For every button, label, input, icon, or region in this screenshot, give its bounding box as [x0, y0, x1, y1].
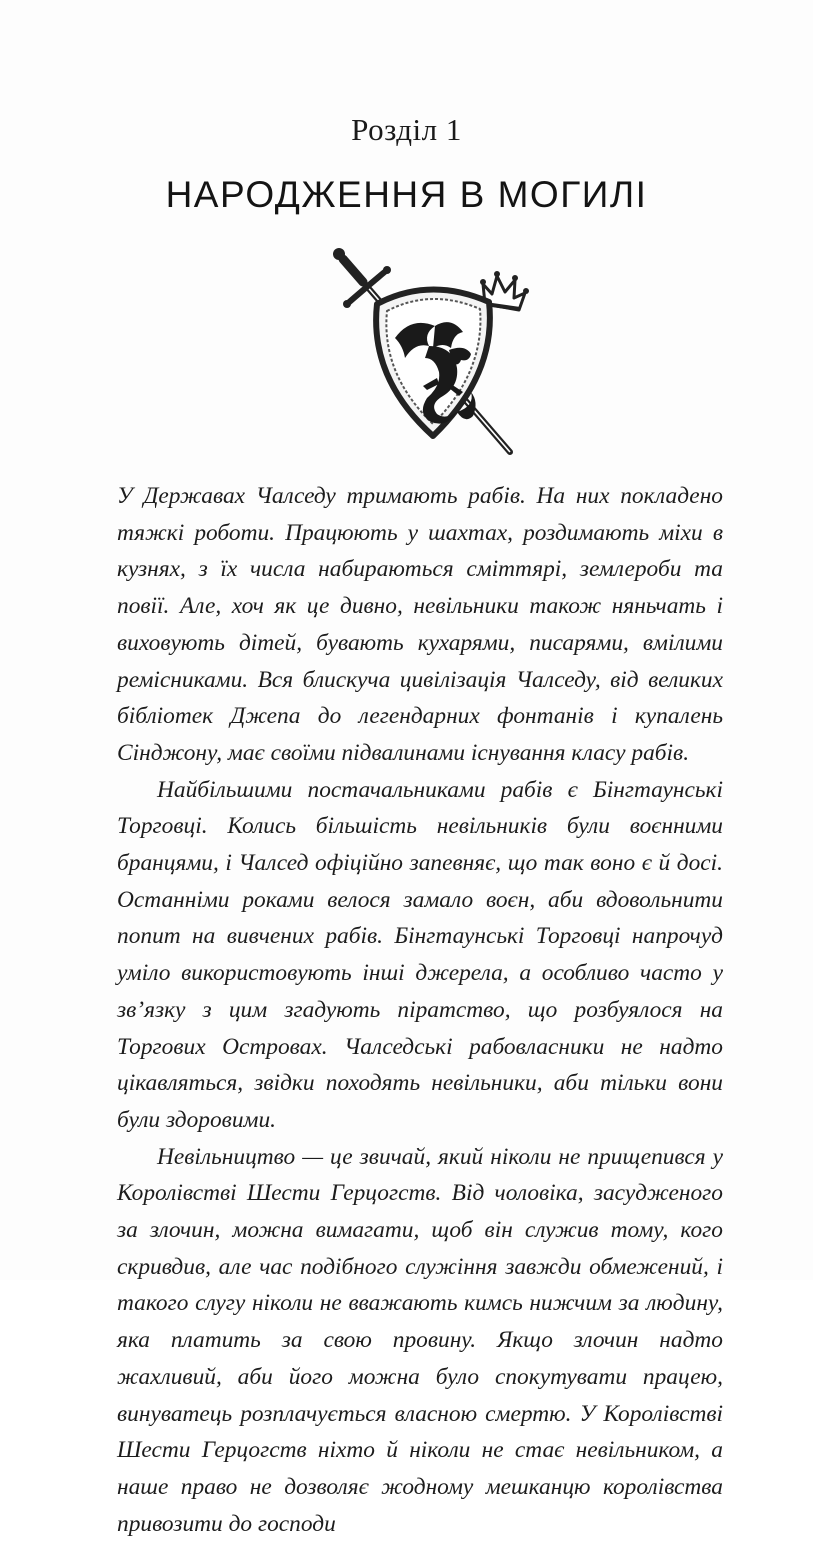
body-text [117, 478, 723, 1542]
paragraph-1: У Державах Чалседу тримають рабів. На них покладено тяжкі роботи. Працюють у шахтах, роздимають міхи в кузнях, з їх числа набираються сміттярі, землероби та повії. Але, хоч як це дивно, невільники також няньчать і виховують дітей, бувають кухарями, писарями, вмілими ремісниками. Вся блискуча цивілізація Чалседу, від великих бібліотек Джепа до легендарних фонтанів і купалень Сінджону, має своїми підвалинами існування класу рабів. [117, 483, 723, 766]
paragraph-2: Найбільшими постачальниками рабів є Бінгтаунські Торговці. Колись більшість невільників були воєнними бранцями, і Чалсед офіційно запевняє, що так воно є й досі. Останніми роками велося замало воєн, аби вдовольнити попит на вивчених рабів. Бінгтаунські Торговці напрочуд уміло використовують інші джерела, а особливо часто у зв’язку з цим згадують піратство, що розбуялося на Торгових Островах. Чалседські рабовласники не надто цікавляться, звідки походять невільники, аби тільки вони були здоровими. [117, 776, 723, 1133]
dragon-shield-icon [325, 246, 535, 458]
paragraph-3: Невільництво — це звичай, який ніколи не прищепився у Королівстві Шести Герцогств. Від чоловіка, засудженого за злочин, можна вимагати, щоб він служив тому, кого скривдив, але час подібного служіння завжди обмежений, і такого слугу ніколи не вважають кимсь нижчим за людину, яка платить за свою провину. Якщо злочин надто жахливий, аби його можна було спокутувати працею, винуватець розплачується власною смертю. У Королівстві Шести Герцогств ніхто й ніколи не стає невільником, а наше право не дозволяє жодному мешканцю королівства привозити до господи [117, 1143, 723, 1537]
chapter-title: НАРОДЖЕННЯ В МОГИЛІ [165, 174, 648, 215]
chapter-number: Розділ 1 [351, 112, 462, 147]
